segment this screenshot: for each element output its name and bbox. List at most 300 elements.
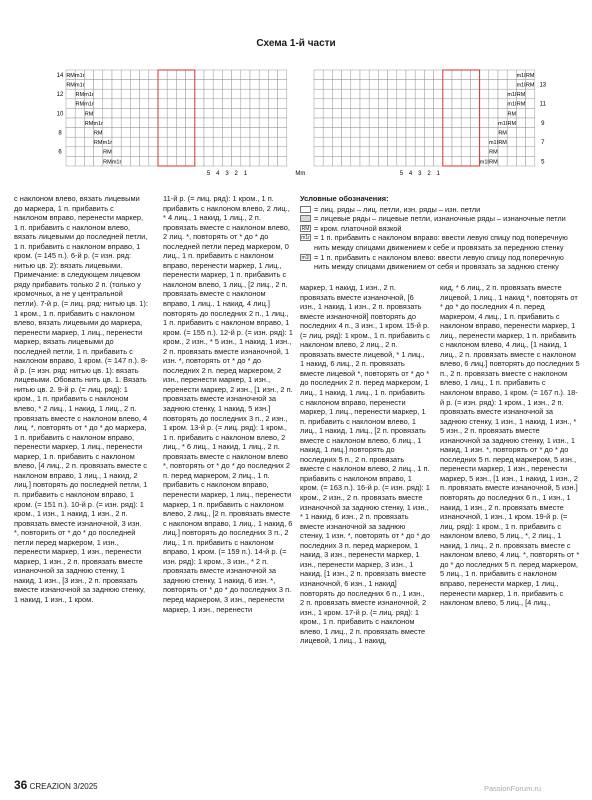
grid-cell (507, 80, 516, 90)
grid-cell (323, 89, 332, 99)
grid-cell (526, 108, 535, 118)
grid-cell (452, 80, 461, 90)
grid-cell (213, 70, 222, 80)
grid-cell (250, 99, 259, 109)
page-footer (14, 778, 98, 792)
page-number: 36 (14, 778, 28, 792)
grid-cell (489, 118, 498, 128)
grid-cell (75, 118, 84, 128)
grid-cell (424, 99, 433, 109)
grid-cell (314, 137, 323, 147)
row-number: 10 (56, 111, 64, 118)
grid-cell (424, 70, 433, 80)
m1r-symbol-icon: m1r (301, 235, 310, 242)
grid-cell (323, 118, 332, 128)
grid-cell (369, 99, 378, 109)
grid-cell (378, 147, 387, 157)
grid-cell (121, 108, 130, 118)
grid-cell (378, 118, 387, 128)
grid-cell (342, 147, 351, 157)
grid-cell (489, 128, 498, 138)
grid-cell (470, 137, 479, 147)
grid-cell (278, 137, 287, 147)
grid-cell (213, 147, 222, 157)
grid-cell (378, 108, 387, 118)
grid-cell (314, 128, 323, 138)
column-number: 2 (234, 171, 238, 177)
chart-symbol: m1r (111, 159, 122, 166)
grid-cell (415, 80, 424, 90)
grid-cell (130, 156, 139, 166)
grid-cell (250, 80, 259, 90)
grid-cell (268, 108, 277, 118)
grid-cell (443, 156, 452, 166)
chart-symbol: RM (84, 111, 94, 118)
grid-cell (388, 128, 397, 138)
magazine-name: CREAZION 3/2025 (29, 782, 98, 791)
grid-cell (130, 147, 139, 157)
grid-cell (323, 80, 332, 90)
grid-cell (406, 108, 415, 118)
grid-cell (360, 70, 369, 80)
grid-cell (480, 99, 489, 109)
grid-cell (75, 108, 84, 118)
grid-cell (424, 108, 433, 118)
legend-item-m1l (300, 253, 580, 272)
grid-cell (480, 89, 489, 99)
grid-cell (241, 147, 250, 157)
grid-cell (121, 147, 130, 157)
grid-cell (167, 108, 176, 118)
grid-cell (130, 80, 139, 90)
chart-symbol: RM (66, 72, 75, 79)
grid-cell (461, 147, 470, 157)
grid-cell (140, 80, 149, 90)
chart-symbol: RM (525, 72, 535, 79)
grid-cell (268, 128, 277, 138)
grid-cell (112, 128, 121, 138)
grid-cell (314, 80, 323, 90)
grid-cell (397, 70, 406, 80)
grid-cell (461, 80, 470, 90)
grid-cell (241, 89, 250, 99)
grid-cell (259, 89, 268, 99)
grid-cell (186, 108, 195, 118)
grid-cell (103, 128, 112, 138)
grid-cell (342, 80, 351, 90)
grid-cell (250, 156, 259, 166)
grid-cell (332, 128, 341, 138)
instructions-text: маркер, 1 накид, 1 изн., 2 п. провязать вместе изнаночной, [6 изн., 1 накид, 1 изн., 2 п. провязать вместе изнаночной] повторять до последних 4 п., 3 изн., 1 кром. 15-й р. (= лиц. ряд): 1 кром., 1 п. прибавить с наклоном влево, 2 лиц., 2 п. провязать вместе лицевой, * 1 лиц., 1 накид, 6 лиц., 2 п. провязать вместе лицевой *, повторять от * до * до последних 2 п. перед маркером, 1 лиц., 1 накид, 1 лиц., 1 п. прибавить с наклоном вправо, перенести маркер, 1 лиц., перенести маркер, 1 п. прибавить с наклоном влево, 1 лиц., 1 накид, 1 лиц., [2 п. провязать вместе с наклоном влево, 6 лиц., 1 накид, 1 лиц.] повторять до последних 5 п., 2 п. провязать вместе с наклоном влево, 2 лиц., 1 п. прибавить с наклоном вправо, 1 кром. (= 163 п.). 16-й р. (= изн. ряд): 1 кром., 2 изн., 2 п. провязать вместе изнаночной за заднюю стенку, 1 изн., * 1 накид, 6 изн., 2 п. провязать вместе изнаночной за заднюю стенку, 1 изн. *, повторять от * до * до последних 3 п. перед маркером, 1 накид, 3 изн., перенести маркер, 1 изн., перенести маркер, 3 изн., 1 накид, [1 изн., 2 п. провязать вместе изнаночной, 6 изн., 1 накид] повторять до последних 6 п., 1 изн., 2 п. провязать вместе изнаночной, 2 изн., 1 кром. 17-й р. (= лиц. ряд): 1 кром., 1 п. прибавить с наклоном влево, 1 лиц., 2 п. провязать вместе лицевой, 1 лиц., 1 накид, (300, 283, 430, 646)
grid-cell (176, 99, 185, 109)
grid-cell (498, 99, 507, 109)
grid-cell (397, 89, 406, 99)
grid-cell (415, 128, 424, 138)
grid-cell (222, 80, 231, 90)
grid-cell (167, 156, 176, 166)
grid-cell (342, 89, 351, 99)
row-number: 7 (541, 140, 545, 147)
grid-cell (351, 108, 360, 118)
grid-cell (140, 118, 149, 128)
grid-cell (470, 118, 479, 128)
grid-cell (158, 70, 167, 80)
chart-symbol: RM (507, 111, 517, 118)
chart-symbol: m1l (507, 101, 517, 108)
grid-cell (149, 80, 158, 90)
grid-cell (314, 108, 323, 118)
grid-cell (461, 99, 470, 109)
grid-cell (66, 89, 75, 99)
grid-cell (397, 156, 406, 166)
grid-cell (332, 118, 341, 128)
grid-cell (222, 128, 231, 138)
grid-cell (130, 99, 139, 109)
grid-cell (268, 137, 277, 147)
grid-cell (232, 80, 241, 90)
grid-cell (415, 156, 424, 166)
grid-cell (351, 156, 360, 166)
grid-cell (470, 128, 479, 138)
grid-cell (84, 128, 93, 138)
grid-cell (158, 118, 167, 128)
grid-cell (94, 108, 103, 118)
grid-cell (424, 147, 433, 157)
grid-cell (259, 128, 268, 138)
grid-cell (489, 70, 498, 80)
grid-cell (149, 156, 158, 166)
grid-cell (222, 156, 231, 166)
grid-cell (452, 108, 461, 118)
grid-cell (406, 118, 415, 128)
grid-cell (406, 89, 415, 99)
grid-cell (268, 147, 277, 157)
grid-cell (94, 147, 103, 157)
grid-cell (369, 108, 378, 118)
grid-cell (443, 99, 452, 109)
grid-cell (112, 137, 121, 147)
grid-cell (176, 89, 185, 99)
grid-cell (351, 99, 360, 109)
grid-cell (369, 118, 378, 128)
grid-cell (121, 137, 130, 147)
grid-cell (75, 156, 84, 166)
grid-cell (507, 70, 516, 80)
grid-cell (351, 137, 360, 147)
grid-cell (470, 70, 479, 80)
grid-cell (498, 70, 507, 80)
grid-cell (397, 80, 406, 90)
grid-cell (140, 156, 149, 166)
grid-cell (259, 80, 268, 90)
grid-cell (342, 156, 351, 166)
grid-cell (186, 118, 195, 128)
grid-cell (149, 147, 158, 157)
grid-cell (452, 118, 461, 128)
chart-symbol: RM (103, 149, 112, 156)
grid-cell (314, 147, 323, 157)
grid-cell (526, 147, 535, 157)
grid-cell (369, 128, 378, 138)
text-column-2 (163, 194, 293, 614)
grid-cell (222, 118, 231, 128)
grid-cell (351, 80, 360, 90)
grid-cell (378, 156, 387, 166)
grid-cell (149, 118, 158, 128)
grid-cell (489, 108, 498, 118)
grid-cell (204, 128, 213, 138)
grid-cell (158, 156, 167, 166)
grid-cell (378, 80, 387, 90)
grid-cell (232, 99, 241, 109)
grid-cell (397, 108, 406, 118)
legend (300, 194, 580, 272)
grid-cell (213, 137, 222, 147)
grid-cell (149, 137, 158, 147)
grid-cell (526, 118, 535, 128)
grid-cell (167, 80, 176, 90)
grid-cell (461, 156, 470, 166)
grid-cell (452, 137, 461, 147)
chart-symbol: m1l (516, 72, 526, 79)
grid-cell (241, 80, 250, 90)
grid-cell (103, 108, 112, 118)
grid-cell (360, 108, 369, 118)
grid-cell (388, 156, 397, 166)
grid-cell (443, 80, 452, 90)
grid-cell (378, 99, 387, 109)
grid-cell (167, 118, 176, 128)
grid-cell (66, 108, 75, 118)
grid-cell (406, 147, 415, 157)
chart-symbol: RM (66, 82, 75, 89)
chart-symbol: RM (525, 82, 535, 89)
grid-cell (259, 156, 268, 166)
grid-cell (434, 70, 443, 80)
grid-cell (112, 89, 121, 99)
grid-cell (388, 137, 397, 147)
chart-symbol: m1l (498, 120, 508, 127)
chart-symbol: m1l (516, 82, 526, 89)
watermark: PassionForum.ru (484, 784, 542, 793)
grid-cell (480, 70, 489, 80)
grid-cell (424, 137, 433, 147)
grid-cell (213, 89, 222, 99)
grid-cell (443, 128, 452, 138)
grid-cell (195, 118, 204, 128)
grid-cell (415, 108, 424, 118)
grid-cell (369, 156, 378, 166)
grid-cell (75, 137, 84, 147)
grid-cell (186, 99, 195, 109)
grid-cell (186, 80, 195, 90)
grid-cell (443, 70, 452, 80)
grey-square-icon (300, 215, 311, 222)
grid-cell (204, 70, 213, 80)
chart-symbol: RM (498, 130, 507, 137)
row-number: 5 (541, 159, 545, 166)
grid-cell (278, 89, 287, 99)
grid-cell (259, 108, 268, 118)
grid-cell (489, 89, 498, 99)
grid-cell (415, 147, 424, 157)
column-number: 4 (216, 171, 220, 177)
grid-cell (149, 108, 158, 118)
grid-cell (176, 147, 185, 157)
chart-symbol: RM (84, 120, 94, 127)
legend-text: = лицевые ряды – лицевые петли, изнаночные ряды – изнаночные петли (314, 214, 566, 224)
grid-cell (406, 137, 415, 147)
grid-cell (112, 70, 121, 80)
column-number: 1 (436, 171, 440, 177)
grid-cell (507, 137, 516, 147)
grid-cell (213, 108, 222, 118)
grid-cell (232, 137, 241, 147)
grid-cell (112, 108, 121, 118)
grid-cell (121, 70, 130, 80)
grid-cell (186, 128, 195, 138)
grid-cell (434, 156, 443, 166)
grid-cell (278, 80, 287, 90)
grid-cell (167, 137, 176, 147)
grid-cell (388, 80, 397, 90)
grid-cell (489, 80, 498, 90)
grid-cell (406, 156, 415, 166)
grid-cell (213, 80, 222, 90)
grid-cell (360, 156, 369, 166)
grid-cell (130, 89, 139, 99)
grid-cell (268, 118, 277, 128)
grid-cell (470, 147, 479, 157)
grid-cell (66, 137, 75, 147)
grid-cell (415, 89, 424, 99)
grid-cell (452, 147, 461, 157)
grid-cell (232, 128, 241, 138)
column-number: 3 (225, 171, 229, 177)
grid-cell (461, 118, 470, 128)
grid-cell (213, 118, 222, 128)
grid-cell (241, 108, 250, 118)
row-number: 8 (58, 130, 62, 137)
grid-cell (158, 147, 167, 157)
grid-cell (149, 99, 158, 109)
grid-cell (461, 70, 470, 80)
grid-cell (241, 137, 250, 147)
legend-item-m1r (300, 233, 580, 252)
grid-cell (360, 137, 369, 147)
grid-cell (526, 99, 535, 109)
grid-cell (424, 89, 433, 99)
grid-cell (342, 99, 351, 109)
chart-grid (52, 70, 547, 184)
grid-cell (360, 89, 369, 99)
legend-item-plain (300, 205, 580, 215)
grid-cell (158, 99, 167, 109)
grid-cell (323, 128, 332, 138)
grid-cell (84, 156, 93, 166)
grid-cell (259, 147, 268, 157)
grid-cell (204, 118, 213, 128)
grid-cell (176, 80, 185, 90)
row-number: 11 (539, 101, 546, 108)
grid-cell (332, 89, 341, 99)
grid-cell (204, 99, 213, 109)
grid-cell (332, 80, 341, 90)
grid-cell (388, 108, 397, 118)
chart-symbol: m1r (75, 82, 85, 89)
grid-cell (268, 80, 277, 90)
grid-cell (516, 156, 525, 166)
grid-cell (186, 137, 195, 147)
chart-symbol: m1r (75, 72, 85, 79)
chart-symbol: m1l (488, 140, 498, 147)
grid-cell (140, 108, 149, 118)
grid-cell (314, 89, 323, 99)
grid-cell (526, 128, 535, 138)
grid-cell (204, 137, 213, 147)
grid-cell (140, 147, 149, 157)
grid-cell (250, 147, 259, 157)
text-column-1 (14, 194, 148, 605)
grid-cell (378, 89, 387, 99)
grid-cell (195, 89, 204, 99)
grid-cell (195, 108, 204, 118)
grid-cell (130, 118, 139, 128)
grid-cell (406, 99, 415, 109)
grid-cell (204, 108, 213, 118)
grid-cell (323, 137, 332, 147)
grid-cell (332, 108, 341, 118)
grid-cell (213, 99, 222, 109)
chart-symbol: m1r (84, 92, 94, 99)
grid-cell (158, 128, 167, 138)
grid-cell (241, 99, 250, 109)
grid-cell (342, 137, 351, 147)
grid-cell (103, 70, 112, 80)
grid-cell (434, 99, 443, 109)
grid-cell (222, 89, 231, 99)
chart-symbol: RM (103, 159, 112, 166)
grid-cell (84, 70, 93, 80)
grid-cell (94, 89, 103, 99)
grid-cell (351, 128, 360, 138)
grid-cell (130, 137, 139, 147)
grid-cell (369, 80, 378, 90)
grid-cell (397, 128, 406, 138)
chart-symbol: RM (489, 159, 498, 166)
grid-cell (323, 99, 332, 109)
grid-cell (186, 70, 195, 80)
grid-cell (103, 80, 112, 90)
grid-cell (526, 156, 535, 166)
row-number: 6 (58, 149, 62, 156)
grid-cell (443, 137, 452, 147)
grid-cell (278, 108, 287, 118)
grid-cell (378, 137, 387, 147)
grid-cell (130, 128, 139, 138)
legend-text: = 1 п. прибавить с наклоном влево: ввести левую спицу под поперечную нить между спицами движением от себя и провязать за заднюю стенку (314, 252, 564, 272)
grid-cell (167, 89, 176, 99)
knitting-chart (52, 70, 547, 184)
grid-cell (415, 70, 424, 80)
grid-cell (140, 89, 149, 99)
grid-cell (378, 70, 387, 80)
grid-cell (250, 89, 259, 99)
instructions-text: 11-й р. (= лиц. ряд): 1 кром., 1 п. прибавить с наклоном влево, 2 лиц., * 4 лиц., 1 накид, 1 лиц., 2 п. провязать вместе с наклоном влево, 2 лиц. *, повторять от * до * до последней петли перед маркером, 0 лиц., 1 п. прибавить с наклоном вправо, перенести маркер, 1 лиц., перенести маркер, 1 п. прибавить с наклоном влево, 1 лиц., [2 лиц., 2 п. провязать вместе с наклоном вправо, 1 лиц., 1 накид, 4 лиц.] повторять до последних 2 п., 1 лиц., 1 п. прибавить с наклоном вправо, 1 кром. (= 155 п.). 12-й р. (= изн. ряд): 1 кром., 2 изн., * 5 изн., 1 накид, 1 изн., 2 п. провязать вместе изнаночной, 1 изн. *, повторять от * до * до последних 2 п. перед маркером, 2 изн., перенести маркер, 1 изн., перенести маркер, 2 изн., [1 изн., 2 п. провязать вместе изнаночной за заднюю стенку, 1 накид, 5 изн.] повторять до последних 3 п., 2 изн., 1 кром. 13-й р. (= лиц. ряд): 1 кром., 1 п. прибавить с наклоном влево, 2 лиц., * 6 лиц., 1 накид, 1 лиц., 2 п. провязать вместе с наклоном влево *, повторять от * до * до последних 2 п. перед маркером, 2 лиц., 1 п. прибавить с наклоном вправо, перенести маркер, 1 лиц., перенести маркер, 1 п. прибавить с наклоном влево, 2 лиц., [2 п. провязать вместе с наклоном вправо, 1 лиц., 1 накид, 6 лиц.] повторять до последних 3 п., 2 лиц., 1 п. прибавить с наклоном вправо, 1 кром. (= 159 п.). 14-й р. (= изн. ряд): 1 кром., 3 изн., * 2 п. провязать вместе изнаночной за заднюю стенку, 1 накид, 6 изн. *, повторять от * до * до последних 3 п. перед маркером, 3 изн., перенести маркер, 1 изн., перенести (163, 194, 293, 614)
grid-cell (232, 108, 241, 118)
grid-cell (507, 156, 516, 166)
legend-title: Условные обозначения: (300, 194, 389, 203)
